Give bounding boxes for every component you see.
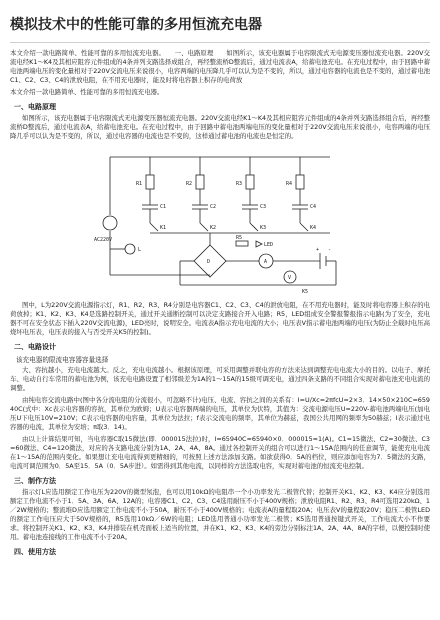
section-heading-4: 四、使用方法 (14, 548, 56, 556)
label-k1: K1 (160, 225, 167, 231)
label-d: D (207, 259, 211, 265)
section2-paragraph-1: 大、容抗越小，充电电流越大。反之，充电电流越小。根据该原理，可采用调整并联电容的方法来达到调整充电电流大小的目的。以电子、摩托车、电动自行车常用的蓄电池为例，该充电电路设置了相邻级差为1A的1～15A的15级可调充电，通过四条支路的不同组合实现对蓄电池充电电流的调整。 (10, 366, 430, 392)
circuit-diagram (90, 145, 350, 297)
label-ac: AC220V (94, 237, 113, 243)
section1-paragraph-2: 图中，L为220V交流电源指示灯，R1、R2、R3、R4分别是电容器C1、C2、C3、C4的泄放电阻，在不用充电器时，能及时将电容器上积存的电荷放掉；K1、K2、K3、K4是选路控制开关，通过开关通断控制可以决定支路接合开入电路；R5，LED组成安全警报警报指示电路(为了安全，充电器不可在安全状态下插入220V交流电源)，LED亮时，说明安全。电流表A指示充电电流的大小；电压表V指示蓄电池两端的电压(为防止全载时电压高烧坏电压表，电压表的接入与否受开关K5的控制)。 (10, 301, 430, 336)
label-k2: K2 (210, 225, 217, 231)
intro-paragraph: 本文介绍一款电路简单、性能可靠的多用恒流充电器。 一、电路原理 如图所示，该充电器属于电容限流式无电源变压器恒流充电器。220V交流电经K1～K4及其相应阻容元件组成的4条并列支路选择成组合，再经整流桥D整流后，通过电流表A，给蓄电池充电。在充电过程中，由于回路中蓄电池两端电压的变化量相对于220V交流电压来说很小，电容两端的电压降几乎可以认为是不变的，所以，通过电容器的电流也是不变的，通过蓄电池C1、C2、C3、C4的泄放电阻，在不用充电器时，能及时将电容器上积存的电荷放 (10, 49, 430, 84)
section2-paragraph-2: 由纯电容交流电路中(图中各分流电阻的分流很小，可忽略不计)电压、电流、容抗之间的关系有：I=U/Xc=2πfcU=2×3．14×50×210C=65940C(式中：Xc表示电容器的容抗，其单位为欧姆；U表示电容器两端的电压，其单位为伏特，其值为：交流电源电压U=220V-蓄电池两端电压(加电压U下电压10V=210V；C表示电容器的电容量，其单位为法拉；f表示交流电的频率，其单位为赫兹，我国公共用网的频率为50赫兹；I表示通过电容器的电流，其单位为安培；π取3．14)。 (10, 396, 430, 431)
label-led: LED (264, 242, 274, 248)
label-r1: R1 (136, 181, 143, 187)
section-heading-1: 一、电路原理 (14, 103, 56, 111)
section2-paragraph-3: 由以上计算结果可知，当电容器C取15微法(即．000015法拉)时，I≈65940C≈65940×0．000015≈1(A)。C1=15微法、C2=30微法、C3=60微法、C4=120微法，对应的各支路电流分别为1A、2A、4A、8A。通过各控制开关的组合可以进行1～15A范围内的任意调节，能使充电电流在1～15A的范围内变化。如果想让充电电流得到更精细的，可按照上述方法添加支路。如欲获得0．5A的档位，则应添加电容为7．5微法的支路，电流可调范围为0．5A至15．5A（0．5A步进）。如需得到其他电流，以同样的方法选取电容，实现对蓄电池的恒流充电控制。 (10, 435, 430, 470)
label-c1: C1 (160, 204, 167, 210)
circuit-svg (90, 145, 350, 297)
label-k5: K5 (302, 289, 309, 295)
label-c4: C4 (310, 204, 317, 210)
section1-paragraph-1: 如图所示，该充电器属于电容限流式无电源变压器恒流充电器。220V交流电经K1～K4及其相应阻容元件组成的4条并列支路选择组合后，再经整流桥D整流后，通过电流表A，给蓄电池充电。在充电过程中，由于回路中蓄电池两端电压的变化量相对于220V交流电压来说很小，电容两端的电压降几乎可以认为是不变的，所以，通过电容器的电流也是不变的，这样通过蓄电池的电流也是恒定的。 (10, 114, 430, 140)
label-c3: C3 (260, 204, 267, 210)
label-r3: R3 (236, 181, 243, 187)
label-a: A (264, 259, 268, 265)
label-c2: C2 (210, 204, 217, 210)
title-divider (10, 42, 430, 43)
label-k4: K4 (310, 225, 317, 231)
label-v: V (288, 275, 292, 281)
label-r5: R5 (236, 235, 243, 241)
label-plus: + (316, 247, 320, 253)
label-l: L (138, 247, 142, 253)
section3-paragraph-1: 指示灯L应选用额定工作电压为220V的微型氖泡，也可以用10kΩ的电阻串一个小功率发光二极管代替；控制开关K1、K2、K3、K4应分别选用额定工作电流不小于1．5A、3A、6A、12A的；电容器C1、C2、C3、C4选用耐压不小于400V规格；泄放电阻R1、R2、R3、R4可选用220kΩ、1／2W规格的；整流堆D应选用额定工作电流不小于50A，耐压不小于400V规格的；电流表A的量程取20A；电压表V的量程取20V；稳压二极管LED的额定工作电压应大于50V规格的，R5选用10kΩ／6W的电阻；LED选用普通小功率发光二极管；K5选用普通按键式开关，工作电流大小不作要求。将控制开关K1、K2、K3、K4并排装在机壳面板上适当的位置，并在K1、K2、K3、K4的旁边分别标注1A、2A、4A、8A的字样，以便控制时使用。蓄电池连接线的工作电流不小于20A。 (10, 488, 430, 541)
section-heading-2: 二、电路设计 (14, 343, 56, 351)
label-k3: K3 (260, 225, 267, 231)
label-minus: - (328, 247, 332, 253)
subtitle-line: 本文介绍一款电路简单、性能可靠的多用恒流充电器。 (10, 88, 164, 96)
label-r2: R2 (186, 181, 193, 187)
section2-subheading: 该充电器的限流电容器容量选择 (16, 356, 109, 364)
label-r4: R4 (286, 181, 293, 187)
section-heading-3: 三、制作方法 (14, 477, 56, 485)
page-title: 模拟技术中的性能可靠的多用恒流充电器 (10, 17, 262, 33)
